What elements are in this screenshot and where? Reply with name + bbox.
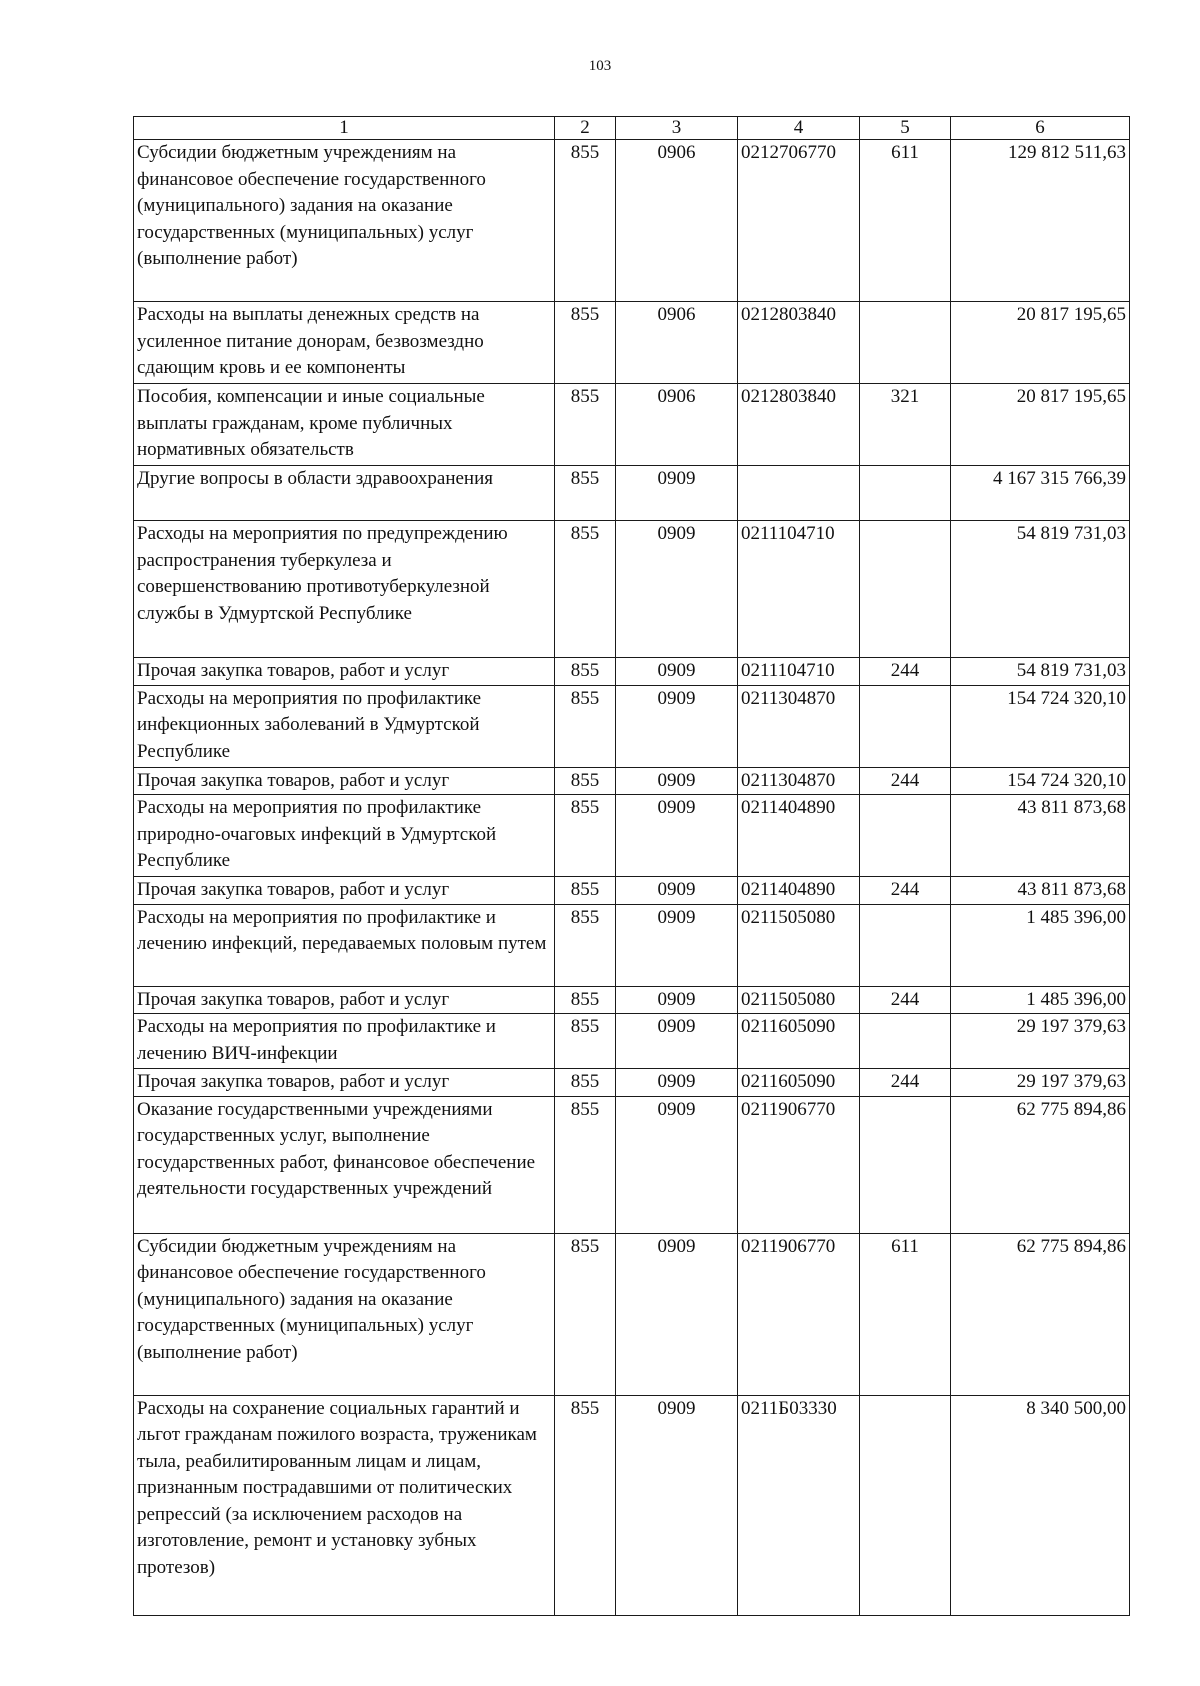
row-col4: 0212803840 [738, 384, 860, 466]
row-col3: 0906 [616, 140, 738, 302]
row-name: Прочая закупка товаров, работ и услуг [134, 767, 555, 795]
row-col5: 244 [860, 1069, 951, 1097]
row-col6: 54 819 731,03 [951, 658, 1130, 686]
row-col4: 0211605090 [738, 1069, 860, 1097]
header-col-5: 5 [860, 117, 951, 140]
row-name: Прочая закупка товаров, работ и услуг [134, 658, 555, 686]
row-col4: 0211906770 [738, 1096, 860, 1233]
row-col6: 154 724 320,10 [951, 767, 1130, 795]
table-row [134, 140, 1130, 302]
row-col5 [860, 466, 951, 521]
row-col2: 855 [555, 904, 616, 986]
table-row [134, 904, 1130, 986]
row-col4: 0211505080 [738, 986, 860, 1014]
table-row [134, 767, 1130, 795]
row-col6: 29 197 379,63 [951, 1069, 1130, 1097]
row-col2: 855 [555, 658, 616, 686]
row-col4: 0212803840 [738, 302, 860, 384]
row-col4: 0211304870 [738, 685, 860, 767]
table-row [134, 1014, 1130, 1069]
row-name: Расходы на мероприятия по профилактике и лечению ВИЧ-инфекции [134, 1014, 555, 1069]
row-name: Расходы на мероприятия по профилактике природно-очаговых инфекций в Удмуртской Республике [134, 795, 555, 877]
header-col-1: 1 [134, 117, 555, 140]
header-col-6: 6 [951, 117, 1130, 140]
table-row [134, 521, 1130, 658]
row-col6: 1 485 396,00 [951, 904, 1130, 986]
row-col6: 62 775 894,86 [951, 1096, 1130, 1233]
row-col6: 62 775 894,86 [951, 1233, 1130, 1395]
row-col4: 0211404890 [738, 877, 860, 905]
row-col3: 0909 [616, 904, 738, 986]
row-name: Прочая закупка товаров, работ и услуг [134, 986, 555, 1014]
table-row [134, 658, 1130, 686]
row-col4: 0211104710 [738, 521, 860, 658]
row-name: Оказание государственными учреждениями государственных услуг, выполнение государственных работ, финансовое обеспечение деятельности государственных учреждений [134, 1096, 555, 1233]
table-row [134, 1233, 1130, 1395]
table-row [134, 1395, 1130, 1615]
row-col6: 154 724 320,10 [951, 685, 1130, 767]
row-name: Другие вопросы в области здравоохранения [134, 466, 555, 521]
row-col3: 0909 [616, 767, 738, 795]
header-col-3: 3 [616, 117, 738, 140]
row-col2: 855 [555, 1395, 616, 1615]
header-row [134, 117, 1130, 140]
table-row [134, 795, 1130, 877]
row-col5 [860, 685, 951, 767]
row-col2: 855 [555, 521, 616, 658]
row-col5 [860, 1395, 951, 1615]
row-col6: 4 167 315 766,39 [951, 466, 1130, 521]
table-row [134, 685, 1130, 767]
row-col3: 0909 [616, 1233, 738, 1395]
row-col3: 0909 [616, 1014, 738, 1069]
row-col3: 0909 [616, 658, 738, 686]
row-col6: 54 819 731,03 [951, 521, 1130, 658]
row-col2: 855 [555, 1069, 616, 1097]
row-name: Пособия, компенсации и иные социальные выплаты гражданам, кроме публичных нормативных обязательств [134, 384, 555, 466]
row-col5 [860, 904, 951, 986]
row-col2: 855 [555, 877, 616, 905]
row-col3: 0909 [616, 1096, 738, 1233]
row-col3: 0906 [616, 302, 738, 384]
row-col2: 855 [555, 140, 616, 302]
table-row [134, 302, 1130, 384]
row-col4: 0211605090 [738, 1014, 860, 1069]
row-col3: 0909 [616, 1069, 738, 1097]
row-col6: 43 811 873,68 [951, 877, 1130, 905]
row-col4: 0211906770 [738, 1233, 860, 1395]
table-row [134, 1069, 1130, 1097]
row-name: Прочая закупка товаров, работ и услуг [134, 877, 555, 905]
row-col2: 855 [555, 795, 616, 877]
row-col6: 43 811 873,68 [951, 795, 1130, 877]
row-col5 [860, 1096, 951, 1233]
row-col3: 0909 [616, 521, 738, 658]
row-col6: 20 817 195,65 [951, 384, 1130, 466]
row-name: Расходы на мероприятия по профилактике инфекционных заболеваний в Удмуртской Республике [134, 685, 555, 767]
table-row [134, 466, 1130, 521]
header-col-2: 2 [555, 117, 616, 140]
row-name: Субсидии бюджетным учреждениям на финансовое обеспечение государственного (муниципального) задания на оказание государственных (муниципальных) услуг (выполнение работ) [134, 140, 555, 302]
row-col4: 0211404890 [738, 795, 860, 877]
row-col5: 611 [860, 140, 951, 302]
row-col4: 0211304870 [738, 767, 860, 795]
row-col6: 20 817 195,65 [951, 302, 1130, 384]
row-col4: 0212706770 [738, 140, 860, 302]
row-name: Расходы на сохранение социальных гарантий и льгот гражданам пожилого возраста, труженикам тыла, реабилитированным лицам и лицам, признанным пострадавшими от политических репрессий (за исключением расходов на изготовление, ремонт и установку зубных протезов) [134, 1395, 555, 1615]
row-col6: 129 812 511,63 [951, 140, 1130, 302]
budget-table [133, 116, 1130, 1616]
row-name: Субсидии бюджетным учреждениям на финансовое обеспечение государственного (муниципального) задания на оказание государственных (муниципальных) услуг (выполнение работ) [134, 1233, 555, 1395]
table-row [134, 1096, 1130, 1233]
row-col3: 0909 [616, 877, 738, 905]
row-col4 [738, 466, 860, 521]
row-col2: 855 [555, 1233, 616, 1395]
row-col5 [860, 521, 951, 658]
row-col4: 0211Б03330 [738, 1395, 860, 1615]
row-col4: 0211505080 [738, 904, 860, 986]
row-name: Расходы на выплаты денежных средств на усиленное питание донорам, безвозмездно сдающим кровь и ее компоненты [134, 302, 555, 384]
row-col6: 8 340 500,00 [951, 1395, 1130, 1615]
table-row [134, 877, 1130, 905]
page-number: 103 [588, 58, 612, 74]
row-col5: 321 [860, 384, 951, 466]
row-col3: 0906 [616, 384, 738, 466]
row-col2: 855 [555, 302, 616, 384]
row-col5: 611 [860, 1233, 951, 1395]
row-col2: 855 [555, 685, 616, 767]
row-col5 [860, 1014, 951, 1069]
row-col3: 0909 [616, 986, 738, 1014]
row-name: Расходы на мероприятия по профилактике и лечению инфекций, передаваемых половым путем [134, 904, 555, 986]
row-col2: 855 [555, 1096, 616, 1233]
row-col5: 244 [860, 767, 951, 795]
header-col-4: 4 [738, 117, 860, 140]
row-col3: 0909 [616, 685, 738, 767]
row-col2: 855 [555, 1014, 616, 1069]
table-row [134, 384, 1130, 466]
row-col3: 0909 [616, 466, 738, 521]
row-name: Прочая закупка товаров, работ и услуг [134, 1069, 555, 1097]
row-col5: 244 [860, 986, 951, 1014]
row-name: Расходы на мероприятия по предупреждению распространения туберкулеза и совершенствованию противотуберкулезной службы в Удмуртской Республике [134, 521, 555, 658]
row-col5: 244 [860, 877, 951, 905]
row-col5: 244 [860, 658, 951, 686]
row-col2: 855 [555, 384, 616, 466]
row-col5 [860, 302, 951, 384]
row-col4: 0211104710 [738, 658, 860, 686]
row-col2: 855 [555, 986, 616, 1014]
row-col3: 0909 [616, 795, 738, 877]
row-col6: 29 197 379,63 [951, 1014, 1130, 1069]
row-col2: 855 [555, 767, 616, 795]
row-col6: 1 485 396,00 [951, 986, 1130, 1014]
table-row [134, 986, 1130, 1014]
row-col3: 0909 [616, 1395, 738, 1615]
row-col5 [860, 795, 951, 877]
row-col2: 855 [555, 466, 616, 521]
